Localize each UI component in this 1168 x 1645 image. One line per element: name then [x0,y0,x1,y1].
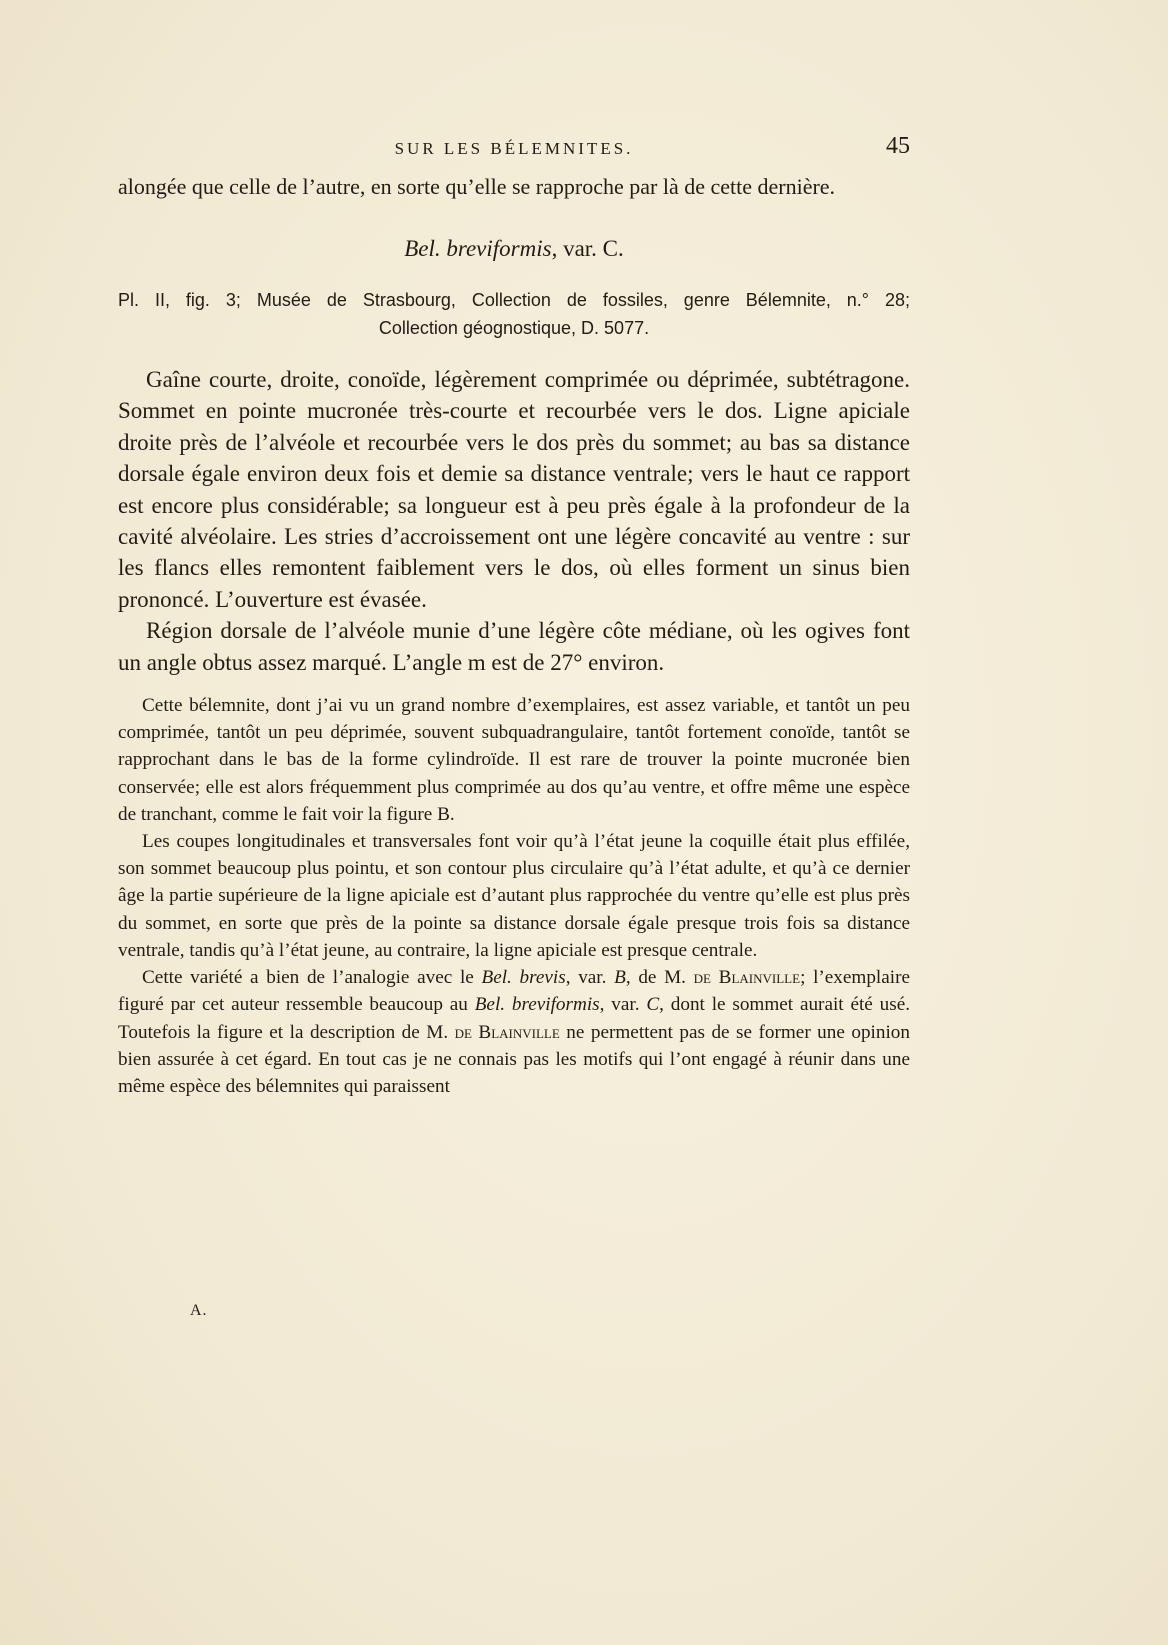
note-text: , dont le sommet aurait été usé. Toutefois la figure et la description de M. [118,994,911,1043]
reference-line-2: Collection géognostique, D. 5077. [378,318,650,338]
description-paragraph-1: Gaîne courte, droite, conoïde, légèrement comprimée ou déprimée, subtétragone. Sommet en pointe mucronée très-courte et recourbée vers le dos. Ligne apiciale droite près de l’alvéole et recourbée vers le dos près du sommet; au bas sa distance dorsale égale environ deux fois et demie sa distance ventrale; vers le haut ce rapport est encore plus considérable; sa longueur est à peu près égale à la profondeur de la cavité alvéolaire. Les stries d’accroissement ont une légère concavité au ventre : sur les flancs elles remontent faiblement vers le dos, où elles forment un sinus bien prononcé. L’ouverture est évasée. [118,367,910,612]
species-ref-italic: Bel. breviformis [474,994,600,1016]
reference-line-1: Pl. II, fig. 3; Musée de Strasbourg, Collection de fossiles, genre Bélemnite, n.° 28; [118,290,910,310]
species-name: Bel. breviformis [404,236,552,261]
author-name: de Blainville [454,1021,560,1043]
note-text: Cette variété a bien de l’analogie avec le [142,967,482,989]
author-name: de Blainville [693,967,801,989]
note-paragraph-3 [118,964,910,1100]
note-text: ; l’exemplaire figuré par cet auteur ressemble beaucoup au [118,967,911,1016]
text-body [118,172,910,1100]
page-number: 45 [886,133,910,159]
species-comma: , [551,236,558,261]
note-paragraph-2: Les coupes longitudinales et transversales font voir qu’à l’état jeune la coquille était plus effilée, son sommet beaucoup plus pointu, et son contour plus circulaire qu’à l’état adulte, et qu’à ce dernier âge la partie supérieure de la ligne apiciale est d’autant plus rapprochée du ventre qu’elle est plus près du sommet, en sorte que près de la pointe sa distance dorsale égale presque trois fois sa distance ventrale, tandis qu’à l’état jeune, au contraire, la ligne apiciale est presque centrale. [118,831,910,961]
variety-ref-italic: C [646,994,660,1016]
description-paragraph-2: Région dorsale de l’alvéole munie d’une légère côte médiane, où les ogives font un angle obtus assez marqué. L’angle m est de 27° environ. [118,618,910,675]
page-header [118,135,910,165]
specimen-reference [118,286,910,342]
note-paragraph-1: Cette bélemnite, dont j’ai vu un grand nombre d’exemplaires, est assez variable, et tantôt un peu comprimée, tantôt un peu déprimée, souvent subquadrangulaire, tantôt fortement conoïde, tantôt se rapprochant dans le bas de la forme cylindroïde. Il est rare de trouver la pointe mucronée bien conservée; elle est alors fréquemment plus comprimée au dos qu’au ventre, et offre même une espèce de tranchant, comme le fait voir la figure B. [118,695,910,825]
note-text: , de M. [625,967,694,989]
note-text: ne permettent pas de se former une opinion bien assurée à cet égard. En tout cas je ne connais pas les motifs qui l’ont engagé à réunir dans une même espèce des bélemnites qui paraissent [118,1021,910,1097]
variety-ref-italic: B [614,967,626,989]
running-title: SUR LES BÉLEMNITES. [394,139,634,158]
species-ref-italic: Bel. brevis [481,967,566,989]
note-text: , var. [599,994,647,1016]
species-variety: var. C. [557,236,624,261]
continued-paragraph: alongée que celle de l’autre, en sorte qu’elle se rapproche par là de cette dernière. [118,174,836,199]
signature-mark: A. [190,1302,208,1319]
note-text: , var. [565,967,615,989]
species-heading [118,234,910,264]
